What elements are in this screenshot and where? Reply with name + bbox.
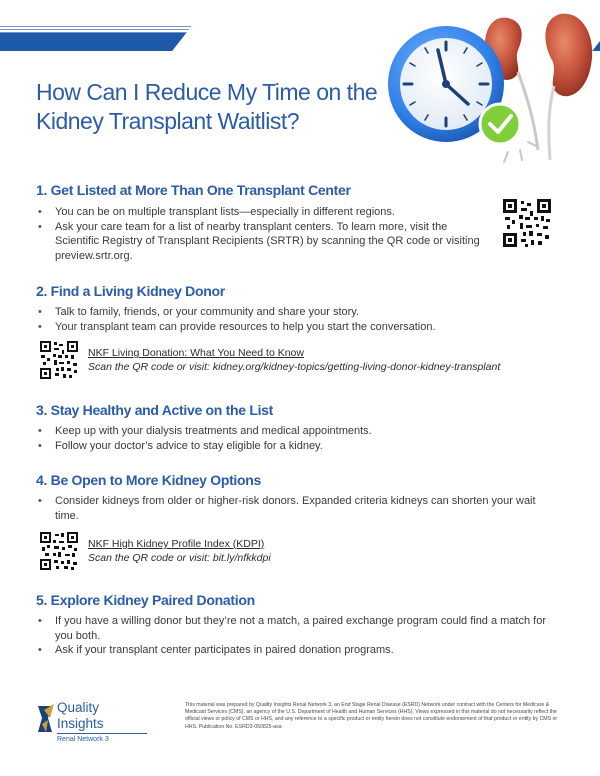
section-4-list [36,494,561,523]
clock-kidney-illustration [388,0,600,178]
section-3-heading: 3. Stay Healthy and Active on the List [36,402,274,418]
list-item: • Your transplant team can provide resources to help you start the conversation. [36,320,556,335]
living-donation-qr-code[interactable] [40,341,78,379]
section-2-heading: 2. Find a Living Kidney Donor [36,283,225,299]
srtr-qr-code[interactable] [503,199,551,247]
list-item: • Consider kidneys from older or higher-risk donors. Expanded criteria kidneys can shorten your wait time. [36,494,561,523]
section-5-list [36,614,561,658]
section-1-list [36,205,491,263]
kdpi-link[interactable]: NKF High Kidney Profile Index (KDPI) [88,538,265,550]
living-donation-scan-text: Scan the QR code or visit: kidney.org/kidney-topics/getting-living-donor-kidney-transplant [88,361,501,373]
living-donation-link[interactable]: NKF Living Donation: What You Need to Know [88,347,304,359]
section-5-heading: 5. Explore Kidney Paired Donation [36,592,255,608]
logo-text-network: Renal Network 3 [57,736,109,743]
kdpi-resource [88,537,271,565]
logo-mark-icon [36,702,56,736]
section-2-list [36,305,556,334]
logo-text-insights: Insights [57,716,104,731]
list-item: • You can be on multiple transplant lists—especially in different regions. [36,205,491,220]
footer-disclaimer: This material was prepared by Quality Insights Renal Network 3, an End Stage Renal Disease (ESRD) Network under contract with the Centers for Medicare & Medicaid Services (CMS), an agency of the U.S. Department of Health and Human Services (HHS). Views expressed in this material do not necessarily reflect the official views or policy of CMS or HHS, and any reference to a specific product or entity herein does not constitute endorsement of that product or entity by CMS or HHS. Publication No. ESRD3-050825-asa [185,702,558,730]
page-title: How Can I Reduce My Time on the Kidney Transplant Waitlist? [36,79,378,134]
logo-text-quality: Quality [57,700,100,715]
section-4-heading: 4. Be Open to More Kidney Options [36,472,262,488]
section-3-list [36,424,556,453]
list-item: • Keep up with your dialysis treatments and medical appointments. [36,424,556,439]
kdpi-qr-code[interactable] [40,532,78,570]
list-item: • If you have a willing donor but they’re not a match, a paired exchange program could find a match for you both. [36,614,561,643]
list-item: • Ask your care team for a list of nearby transplant centers. To learn more, visit the Scientific Registry of Transplant Recipients (SRTR) by scanning the QR code or visiting preview.srtr.org. [36,220,491,264]
list-item: • Talk to family, friends, or your community and share your story. [36,305,556,320]
kdpi-scan-text: Scan the QR code or visit: bit.ly/nfkkdpi [88,552,271,564]
list-item: • Ask if your transplant center participates in paired donation programs. [36,643,561,658]
living-donation-resource [88,346,500,374]
list-item: • Follow your doctor’s advice to stay eligible for a kidney. [36,439,556,454]
section-1-heading: 1. Get Listed at More Than One Transplant Center [36,182,351,198]
logo-divider [57,733,147,734]
